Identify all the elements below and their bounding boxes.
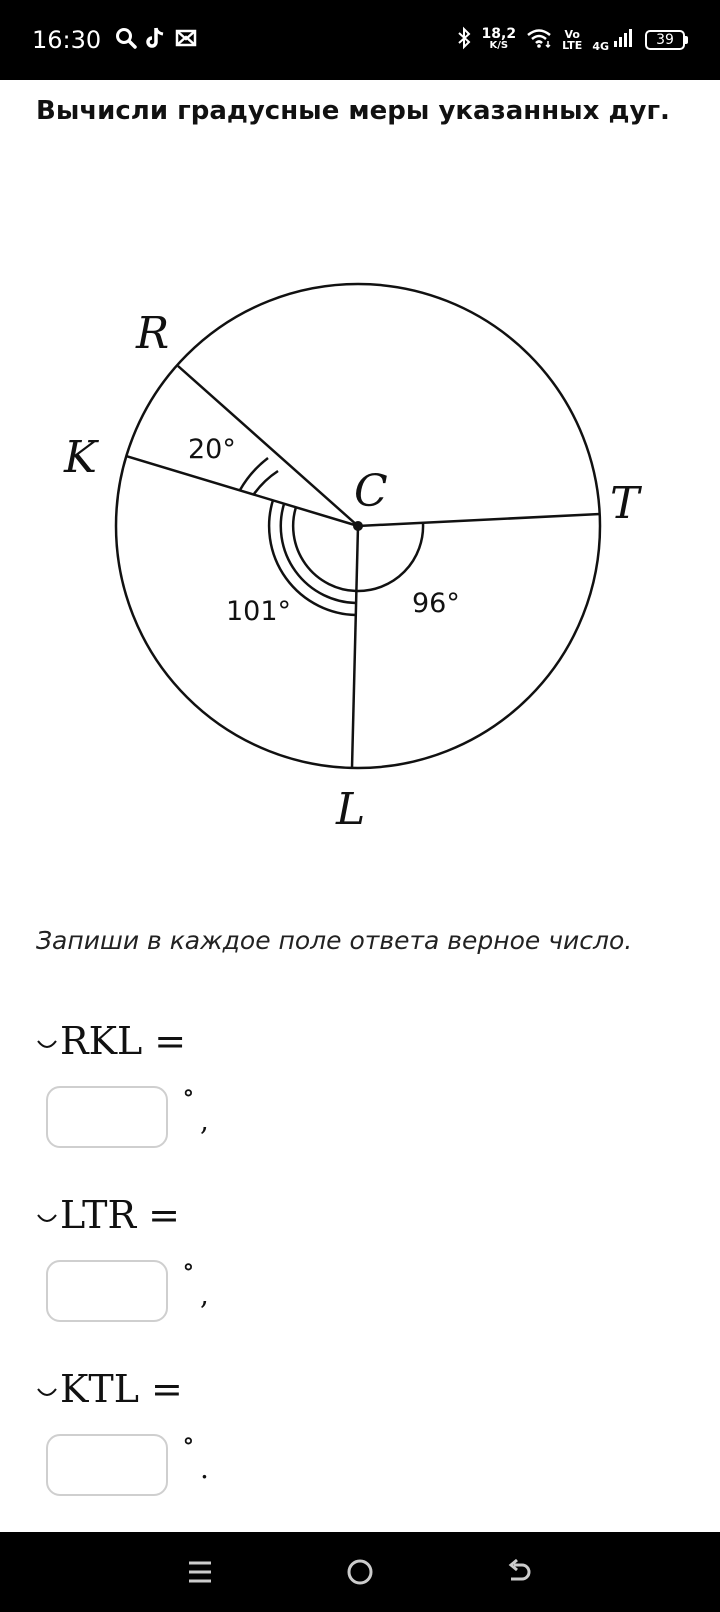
answer-block-ltr: [36, 1190, 636, 1330]
net-speed: [482, 28, 517, 52]
answer-input-ltr[interactable]: [46, 1260, 168, 1322]
angle-marker-lct: [356, 523, 423, 591]
notification-icons: [115, 26, 197, 54]
arc-name: LTR: [60, 1193, 137, 1237]
degree-sign: ∘: [182, 1426, 195, 1456]
label-t: T: [610, 478, 640, 529]
clock: 16:30: [32, 26, 102, 54]
radius-ck: [126, 456, 358, 526]
label-l: L: [336, 784, 366, 835]
menu-icon[interactable]: [180, 1552, 220, 1592]
answer-input-rkl[interactable]: [46, 1086, 168, 1148]
punctuation: ,: [200, 1104, 209, 1137]
degree-sign: ∘: [182, 1078, 195, 1108]
punctuation: ,: [200, 1278, 209, 1311]
bluetooth-icon: [456, 26, 472, 54]
volte-top: Vo: [564, 28, 580, 41]
center-point: [353, 521, 363, 531]
arc-symbol-icon: [36, 1039, 58, 1051]
task-heading: Вычисли градусные меры указанных дуг.: [36, 96, 670, 126]
arc-name: RKL: [60, 1019, 143, 1063]
circle-diagram: [0, 250, 720, 850]
arc-symbol-icon: [36, 1213, 58, 1225]
network-type: 4G: [592, 40, 609, 53]
wifi-icon: [526, 27, 552, 53]
volte-bottom: LTE: [562, 39, 583, 52]
radius-ct: [358, 514, 600, 526]
label-c: C: [354, 466, 388, 517]
signal-icon: [613, 27, 635, 53]
tiktok-icon: [145, 26, 167, 54]
angle-label-lct: 96°: [412, 588, 460, 619]
system-icons: [456, 26, 688, 54]
label-r: R: [136, 308, 170, 359]
status-bar: [0, 0, 720, 80]
arc-label-ktl: KTL =: [36, 1364, 636, 1414]
navigation-bar: [0, 1532, 720, 1612]
net-speed-value: 18,2: [481, 26, 517, 42]
arc-name: KTL: [60, 1367, 139, 1411]
angle-marker-kcl-2: [281, 504, 356, 603]
search-icon: [115, 27, 137, 53]
back-icon[interactable]: [500, 1552, 540, 1592]
punctuation: .: [200, 1452, 209, 1485]
answer-input-ktl[interactable]: [46, 1434, 168, 1496]
angle-marker-rck-inner: [254, 471, 278, 494]
label-k: K: [64, 432, 97, 483]
angle-label-kcl: 101°: [226, 596, 292, 627]
home-icon[interactable]: [340, 1552, 380, 1592]
answer-block-ktl: [36, 1364, 636, 1504]
task-instruction: Запиши в каждое поле ответа верное число.: [36, 926, 633, 955]
volte-indicator: [562, 29, 582, 51]
answer-block-rkl: [36, 1016, 636, 1156]
arc-label-ltr: LTR =: [36, 1190, 636, 1240]
angle-marker-rck-outer: [240, 458, 268, 490]
arc-symbol-icon: [36, 1387, 58, 1399]
angle-label-rck: 20°: [188, 434, 236, 465]
battery-icon: [645, 30, 688, 50]
radius-cl: [352, 526, 358, 768]
message-icon: [175, 28, 197, 52]
battery-level: 39: [656, 32, 674, 48]
arc-label-rkl: RKL =: [36, 1016, 636, 1066]
degree-sign: ∘: [182, 1252, 195, 1282]
net-speed-unit: K/S: [489, 40, 509, 51]
